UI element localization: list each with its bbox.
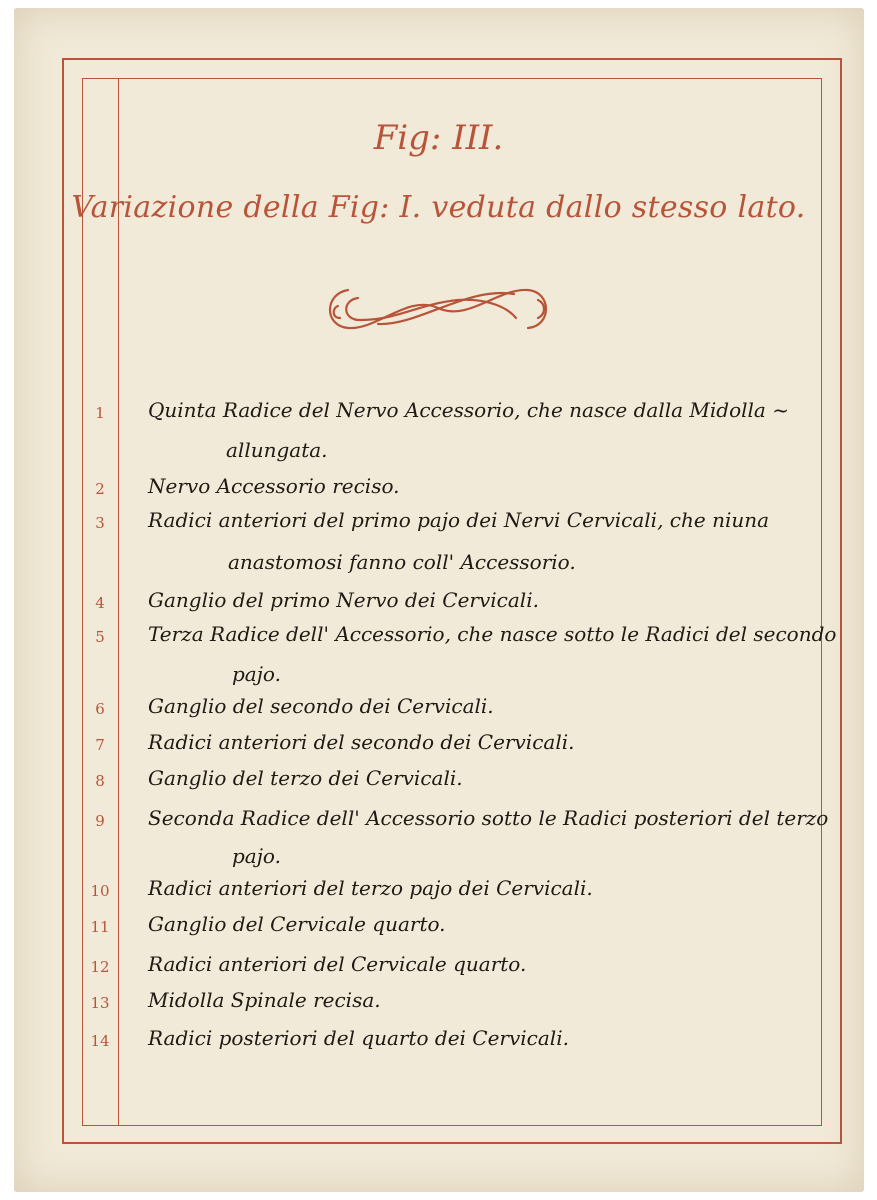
entry-text: Ganglio del primo Nervo dei Cervicali. — [148, 588, 539, 612]
entry-continuation: anastomosi fanno coll' Accessorio. — [228, 550, 576, 574]
entry-text: Ganglio del Cervicale quarto. — [148, 912, 446, 936]
figure-subtitle: Variazione della Fig: I. veduta dallo stesso lato. — [71, 190, 806, 225]
entry-text: Quinta Radice del Nervo Accessorio, che nasce dalla Midolla ~ — [148, 398, 789, 422]
entry-text: Ganglio del terzo dei Cervicali. — [148, 766, 463, 790]
entry-number: 8 — [95, 772, 105, 790]
entry-number: 11 — [90, 918, 110, 936]
entry-number: 14 — [90, 1032, 110, 1050]
entry-text: Midolla Spinale recisa. — [148, 988, 381, 1012]
entry-text: Radici posteriori del quarto dei Cervicali. — [148, 1026, 569, 1050]
entry-number: 5 — [95, 628, 105, 646]
entry-number: 9 — [95, 812, 105, 830]
entry-number: 12 — [90, 958, 110, 976]
entry-text: Radici anteriori del secondo dei Cervicali. — [148, 730, 575, 754]
entry-text: Radici anteriori del terzo pajo dei Cervicali. — [148, 876, 593, 900]
entry-number: 1 — [95, 404, 105, 422]
entry-text: Nervo Accessorio reciso. — [148, 474, 400, 498]
entry-number: 6 — [95, 700, 105, 718]
flourish-ornament — [318, 278, 558, 340]
entry-continuation: pajo. — [232, 844, 281, 868]
entry-text: Ganglio del secondo dei Cervicali. — [148, 694, 494, 718]
entry-continuation: pajo. — [232, 662, 281, 686]
entry-number: 3 — [95, 514, 105, 532]
entry-text: Terza Radice dell' Accessorio, che nasce sotto le Radici del secondo — [148, 622, 837, 646]
margin-rule — [118, 78, 119, 1126]
entry-number: 10 — [90, 882, 110, 900]
entry-text: Seconda Radice dell' Accessorio sotto le Radici posteriori del terzo — [148, 806, 829, 830]
entry-number: 13 — [90, 994, 110, 1012]
entry-text: Radici anteriori del Cervicale quarto. — [148, 952, 527, 976]
figure-label: Fig: III. — [373, 118, 504, 158]
entry-text: Radici anteriori del primo pajo dei Nervi Cervicali, che niuna — [148, 508, 770, 532]
entry-continuation: allungata. — [226, 438, 328, 462]
entry-number: 4 — [95, 594, 105, 612]
entry-number: 2 — [95, 480, 105, 498]
entry-number: 7 — [95, 736, 105, 754]
